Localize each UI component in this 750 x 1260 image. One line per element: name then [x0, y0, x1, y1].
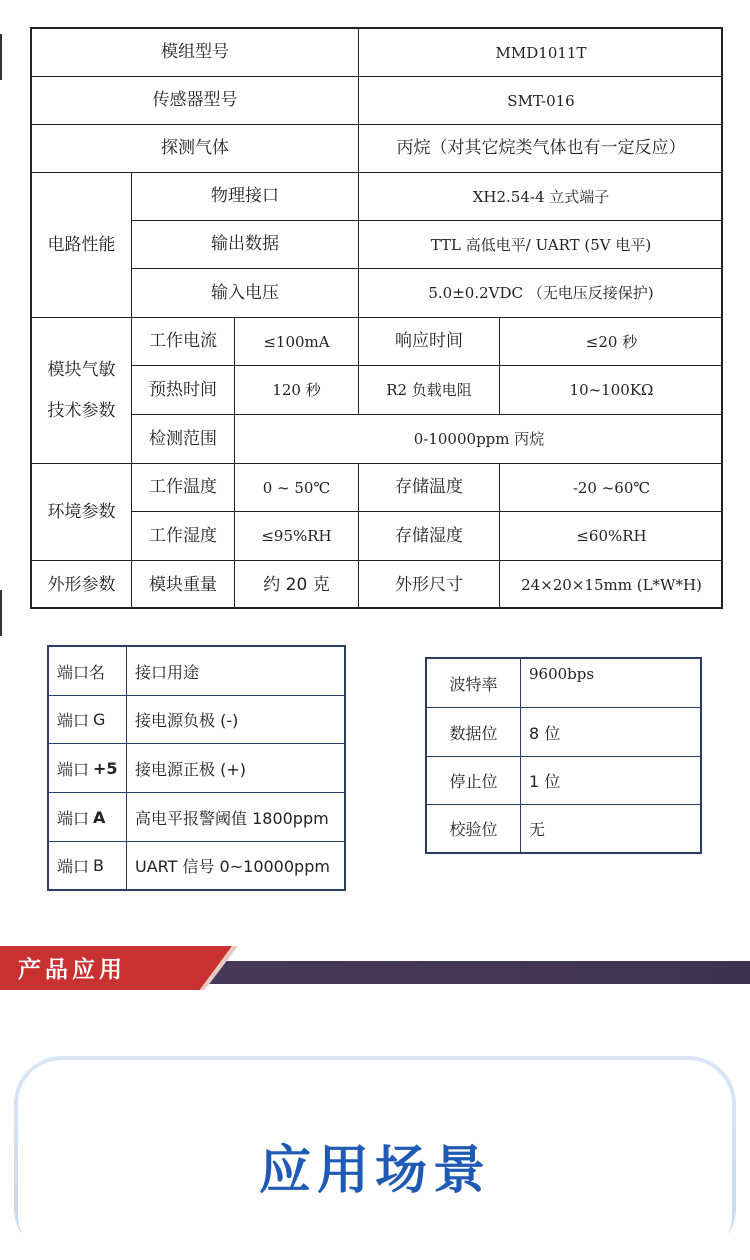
port-header-use: 接口用途: [127, 647, 344, 696]
gas-params-group-label: [32, 318, 132, 464]
databits-value: 8 位: [521, 708, 700, 757]
port-name-a: [49, 793, 127, 842]
response-label: 响应时间: [359, 318, 500, 366]
range-label: 检测范围: [132, 415, 235, 464]
baud-value: 9600bps: [521, 659, 700, 708]
size-label: 外形尺寸: [359, 561, 500, 609]
port-use-b: UART 信号 0~10000ppm: [135, 857, 330, 876]
spec-table: [30, 27, 723, 609]
interface-label: 物理接口: [132, 173, 359, 221]
store-humidity-value: ≤60%RH: [500, 512, 723, 561]
application-card-title: 应用场景: [258, 1141, 491, 1201]
preheat-label: 预热时间: [132, 366, 235, 415]
range-value: 0-10000ppm 丙烷: [235, 415, 723, 464]
current-label: 工作电流: [132, 318, 235, 366]
serial-table: [425, 657, 702, 854]
output-value: TTL 高低电平/ UART (5V 电平): [359, 221, 723, 269]
work-humidity-label: 工作湿度: [132, 512, 235, 561]
module-model-label: 模组型号: [32, 29, 359, 77]
preheat-value: 120 秒: [235, 366, 359, 415]
interface-value: XH2.54-4 立式端子: [359, 173, 723, 221]
gas-params-label-line2: 技术参数: [47, 400, 116, 421]
store-temp-value: -20 ~60℃: [500, 464, 723, 512]
edge-mark-bottom: [0, 590, 2, 636]
port-pin: +5: [93, 758, 118, 778]
edge-mark-top: [0, 34, 2, 80]
port-pin: B: [93, 856, 104, 875]
parity-label: 校验位: [427, 805, 521, 852]
response-value: ≤20 秒: [500, 318, 723, 366]
databits-label: 数据位: [427, 708, 521, 757]
load-label: R2 负载电阻: [359, 366, 500, 415]
stopbits-label: 停止位: [427, 757, 521, 805]
size-value: 24×20×15mm (L*W*H): [521, 576, 702, 594]
input-voltage-value: 5.0±0.2VDC （无电压反接保护): [359, 269, 723, 318]
port-prefix: 端口: [57, 857, 90, 876]
current-value: ≤100mA: [235, 318, 359, 366]
shape-group-label: 外形参数: [32, 561, 132, 609]
port-prefix: 端口: [57, 711, 90, 730]
gas-params-label-line1: 模块气敏: [47, 360, 116, 381]
port-pin: G: [93, 710, 106, 729]
port-name-g: [49, 696, 127, 744]
module-model-value: MMD1011T: [359, 29, 723, 77]
port-name-b: [49, 842, 127, 889]
sensor-model-label: 传感器型号: [32, 77, 359, 125]
port-name-5v: [49, 744, 127, 793]
port-table: [47, 645, 346, 891]
port-pin: A: [93, 807, 106, 827]
work-temp-value: 0 ~ 50℃: [235, 464, 359, 512]
store-humidity-label: 存储湿度: [359, 512, 500, 561]
baud-label: 波特率: [427, 659, 521, 708]
port-prefix: 端口: [57, 808, 90, 828]
port-use-a: 高电平报警阈值 1800ppm: [127, 793, 344, 842]
sensor-model-value: SMT-016: [359, 77, 723, 125]
work-temp-label: 工作温度: [132, 464, 235, 512]
load-value: 10~100KΩ: [500, 366, 723, 415]
gas-value: 丙烷（对其它烷类气体也有一定反应）: [359, 125, 723, 173]
weight-label: 模块重量: [132, 561, 235, 609]
port-header-name: 端口名: [49, 647, 127, 696]
parity-value: 无: [529, 820, 546, 839]
weight-value: 约 20 克: [235, 561, 359, 609]
work-humidity-value: ≤95%RH: [235, 512, 359, 561]
port-prefix: 端口: [57, 759, 90, 779]
input-voltage-label: 输入电压: [132, 269, 359, 318]
port-use-5v: 接电源正极 (+): [127, 744, 344, 793]
port-use-g: 接电源负极 (-): [127, 696, 344, 744]
stopbits-value: 1 位: [521, 757, 700, 805]
output-label: 输出数据: [132, 221, 359, 269]
gas-label: 探测气体: [32, 125, 359, 173]
circuit-group-label: 电路性能: [32, 173, 132, 318]
store-temp-label: 存储温度: [359, 464, 500, 512]
env-group-label: 环境参数: [32, 464, 132, 561]
banner-title: 产品应用: [18, 957, 126, 983]
